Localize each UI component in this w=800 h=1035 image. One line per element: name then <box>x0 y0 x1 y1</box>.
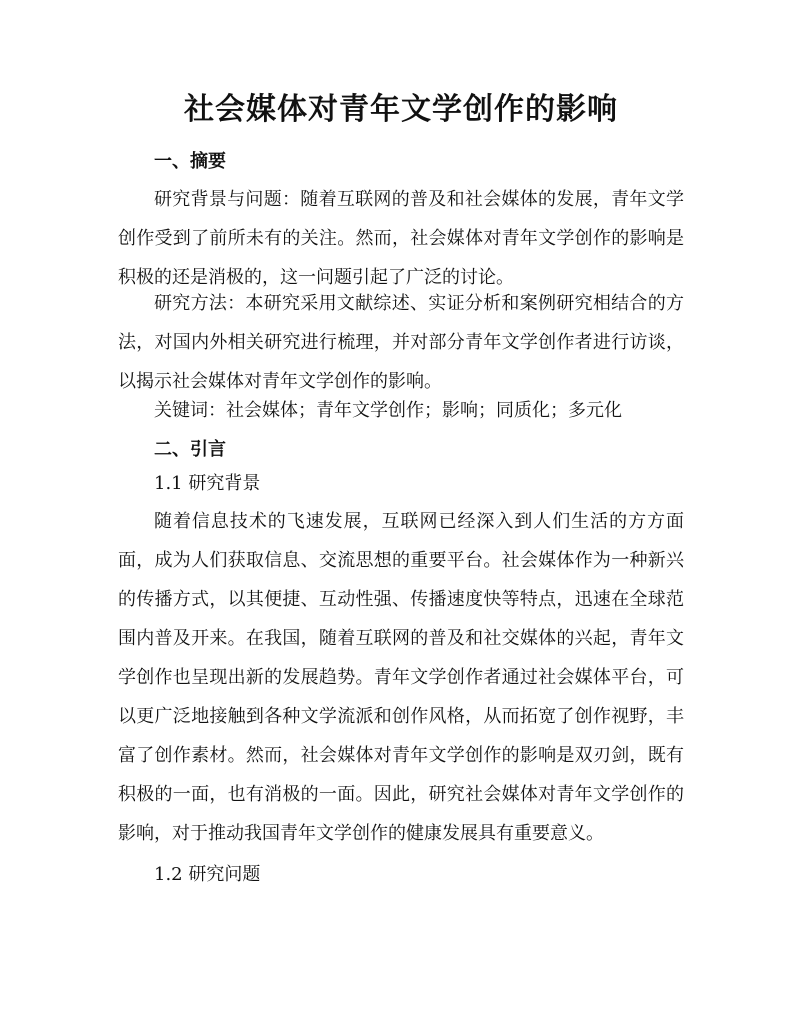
document-title: 社会媒体对青年文学创作的影响 <box>184 92 618 127</box>
subsection-1-1-heading: 1.1 研究背景 <box>154 473 261 494</box>
abstract-heading: 一、摘要 <box>154 151 226 172</box>
background-paragraph: 随着信息技术的飞速发展，互联网已经深入到人们生活的方方面面，成为人们获取信息、交流思想的重要平台。社会媒体作为一种新兴的传播方式，以其便捷、互动性强、传播速度快等特点，迅速在全球范围内普及开来。在我国，随着互联网的普及和社交媒体的兴起，青年文学创作也呈现出新的发展趋势。青年文学创作者通过社会媒体平台，可以更广泛地接触到各种文学流派和创作风格，从而拓宽了创作视野，丰富了创作素材。然而，社会媒体对青年文学创作的影响是双刃剑，既有积极的一面，也有消极的一面。因此，研究社会媒体对青年文学创作的影响，对于推动我国青年文学创作的健康发展具有重要意义。 <box>118 511 684 844</box>
abstract-method-paragraph: 研究方法：本研究采用文献综述、实证分析和案例研究相结合的方法，对国内外相关研究进行梳理，并对部分青年文学创作者进行访谈，以揭示社会媒体对青年文学创作的影响。 <box>118 293 684 392</box>
subsection-1-2-heading: 1.2 研究问题 <box>154 864 261 885</box>
introduction-heading: 二、引言 <box>154 439 226 460</box>
keywords-line: 关键词：社会媒体；青年文学创作；影响；同质化；多元化 <box>154 400 622 421</box>
abstract-background-paragraph: 研究背景与问题：随着互联网的普及和社会媒体的发展，青年文学创作受到了前所未有的关注。然而，社会媒体对青年文学创作的影响是积极的还是消极的，这一问题引起了广泛的讨论。 <box>118 189 684 288</box>
